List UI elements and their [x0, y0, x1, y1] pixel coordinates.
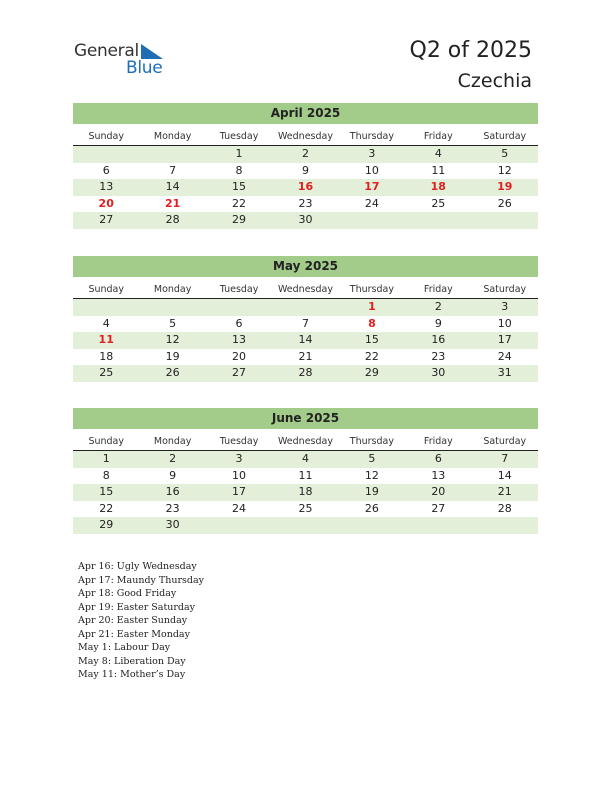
- day-cell: [472, 212, 538, 229]
- weekday-label: Sunday: [88, 284, 124, 295]
- day-cell: 4: [102, 316, 110, 330]
- day-cell: 25: [298, 501, 313, 515]
- day-cell: [272, 517, 338, 534]
- weekday-label: Thursday: [349, 284, 394, 295]
- holiday-item: May 11: Mother’s Day: [78, 669, 186, 680]
- day-cell: 19: [364, 485, 379, 499]
- day-cell: 17: [232, 485, 247, 499]
- brand-name-general: General: [74, 41, 139, 61]
- weekday-label: Wednesday: [277, 131, 333, 142]
- day-cell: 28: [497, 501, 512, 515]
- week-row: [73, 332, 538, 349]
- weekday-label: Tuesday: [219, 131, 259, 142]
- month-title: June 2025: [73, 408, 538, 429]
- day-cell: [339, 517, 405, 534]
- day-cell: 14: [497, 468, 512, 482]
- day-cell: 27: [232, 366, 247, 380]
- brand-name-blue: Blue: [126, 58, 163, 78]
- day-cell: 3: [501, 300, 509, 313]
- day-cell: 25: [431, 196, 446, 210]
- holiday-day-cell: 17: [364, 180, 380, 194]
- weekday-header-row: [73, 432, 538, 451]
- weekday-header-row: [73, 127, 538, 146]
- week-row: [73, 484, 538, 501]
- holiday-item: Apr 18: Good Friday: [78, 588, 177, 599]
- page-title: Q2 of 2025: [409, 38, 532, 63]
- day-cell: 15: [232, 180, 247, 194]
- weekday-label: Wednesday: [277, 436, 333, 447]
- brand-triangle-icon: [141, 44, 163, 59]
- day-cell: 16: [431, 333, 446, 347]
- day-cell: 30: [298, 213, 313, 227]
- day-cell: [339, 212, 405, 229]
- holiday-item: Apr 19: Easter Saturday: [78, 601, 196, 613]
- weekday-label: Friday: [423, 436, 453, 447]
- day-cell: 8: [235, 163, 243, 177]
- weekday-label: Thursday: [349, 131, 394, 142]
- day-cell: 2: [301, 147, 309, 160]
- week-row: [73, 163, 538, 180]
- month-calendar-april: [73, 103, 538, 229]
- weekday-header-row: [73, 280, 538, 299]
- week-row: [73, 517, 538, 534]
- day-cell: 29: [364, 366, 379, 380]
- day-cell: 26: [364, 501, 379, 515]
- day-cell: 10: [232, 468, 247, 482]
- day-cell: 6: [434, 452, 442, 465]
- day-cell: 23: [165, 501, 180, 515]
- holiday-day-cell: 19: [497, 180, 513, 194]
- day-cell: 6: [235, 316, 243, 330]
- day-cell: 7: [501, 452, 509, 465]
- weekday-label: Saturday: [483, 284, 527, 295]
- week-row: [73, 316, 538, 333]
- holiday-day-cell: 18: [430, 180, 446, 194]
- week-row: [73, 299, 538, 316]
- day-cell: 31: [497, 366, 512, 380]
- day-cell: 17: [497, 333, 512, 347]
- day-cell: [73, 146, 139, 163]
- day-cell: 2: [434, 300, 442, 313]
- day-cell: 27: [431, 501, 446, 515]
- day-cell: 25: [99, 366, 114, 380]
- holiday-item: Apr 17: Maundy Thursday: [78, 574, 205, 586]
- week-row: [73, 501, 538, 518]
- day-cell: 13: [99, 180, 114, 194]
- day-cell: [472, 517, 538, 534]
- weekday-label: Monday: [153, 436, 192, 447]
- day-cell: 12: [364, 468, 379, 482]
- day-cell: 19: [165, 349, 180, 363]
- day-cell: 6: [102, 163, 110, 177]
- day-cell: 18: [99, 349, 114, 363]
- week-row: [73, 212, 538, 229]
- day-cell: 1: [102, 452, 110, 465]
- day-cell: [73, 299, 139, 316]
- day-cell: 26: [165, 366, 180, 380]
- day-cell: 5: [169, 316, 177, 330]
- day-cell: [405, 517, 471, 534]
- day-cell: 22: [99, 501, 114, 515]
- day-cell: 26: [497, 196, 512, 210]
- country-name: Czechia: [457, 70, 532, 92]
- weekday-label: Monday: [153, 131, 192, 142]
- holiday-day-cell: 20: [98, 196, 114, 210]
- day-cell: 7: [169, 163, 177, 177]
- day-cell: 10: [364, 163, 379, 177]
- weekday-label: Monday: [153, 284, 192, 295]
- week-row: [73, 179, 538, 196]
- day-cell: [206, 517, 272, 534]
- day-cell: 10: [497, 316, 512, 330]
- day-cell: 14: [165, 180, 180, 194]
- weekday-label: Sunday: [88, 131, 124, 142]
- day-cell: 4: [434, 147, 442, 160]
- holiday-day-cell: 21: [164, 196, 181, 210]
- day-cell: 8: [102, 468, 110, 482]
- day-cell: 11: [431, 163, 446, 177]
- day-cell: 29: [99, 518, 114, 532]
- day-cell: 20: [431, 485, 446, 499]
- weekday-label: Thursday: [349, 436, 394, 447]
- day-cell: 13: [431, 468, 446, 482]
- holiday-list: [78, 560, 204, 682]
- weekday-label: Sunday: [88, 436, 124, 447]
- day-cell: [139, 299, 205, 316]
- day-cell: 2: [169, 452, 177, 465]
- week-row: [73, 349, 538, 366]
- weekday-label: Tuesday: [219, 436, 259, 447]
- holiday-day-cell: 16: [297, 180, 314, 194]
- day-cell: 21: [497, 485, 512, 499]
- month-title: April 2025: [73, 103, 538, 124]
- day-cell: 11: [298, 468, 313, 482]
- holiday-day-cell: 11: [98, 333, 114, 347]
- day-cell: [206, 299, 272, 316]
- day-cell: 3: [368, 147, 376, 160]
- holiday-item: Apr 20: Easter Sunday: [78, 615, 188, 626]
- weekday-label: Saturday: [483, 131, 527, 142]
- day-cell: 12: [165, 333, 180, 347]
- month-title: May 2025: [73, 256, 538, 277]
- week-row: [73, 468, 538, 485]
- holiday-day-cell: 1: [368, 300, 376, 313]
- day-cell: 14: [298, 333, 313, 347]
- day-cell: 29: [232, 213, 247, 227]
- day-cell: 9: [301, 163, 309, 177]
- holiday-item: May 8: Liberation Day: [78, 655, 186, 667]
- day-cell: 24: [364, 196, 379, 210]
- month-calendar-june: [73, 408, 538, 534]
- brand-logo: [74, 41, 174, 77]
- weekday-label: Friday: [423, 284, 453, 295]
- day-cell: 5: [501, 147, 509, 160]
- weekday-label: Wednesday: [277, 284, 333, 295]
- day-cell: 28: [165, 213, 180, 227]
- day-cell: 16: [165, 485, 180, 499]
- holiday-item: Apr 16: Ugly Wednesday: [78, 561, 197, 572]
- day-cell: 21: [298, 349, 313, 363]
- day-cell: 30: [431, 366, 446, 380]
- day-cell: 22: [364, 349, 379, 363]
- day-cell: [405, 212, 471, 229]
- day-cell: 9: [169, 468, 177, 482]
- day-cell: 23: [298, 196, 313, 210]
- day-cell: 20: [232, 349, 247, 363]
- weekday-label: Friday: [423, 131, 453, 142]
- day-cell: 4: [301, 452, 309, 465]
- day-cell: 7: [301, 316, 309, 330]
- day-cell: 5: [368, 452, 376, 465]
- day-cell: 23: [431, 349, 446, 363]
- day-cell: 24: [232, 501, 247, 515]
- day-cell: 1: [235, 147, 243, 160]
- day-cell: 28: [298, 366, 313, 380]
- day-cell: 13: [232, 333, 247, 347]
- day-cell: 27: [99, 213, 114, 227]
- holiday-day-cell: 8: [368, 316, 376, 330]
- week-row: [73, 365, 538, 382]
- day-cell: 9: [434, 316, 442, 330]
- day-cell: 15: [99, 485, 114, 499]
- day-cell: [272, 299, 338, 316]
- holiday-item: May 1: Labour Day: [78, 642, 171, 653]
- day-cell: 15: [364, 333, 379, 347]
- holiday-item: Apr 21: Easter Monday: [78, 628, 190, 640]
- week-row: [73, 196, 538, 213]
- weekday-label: Saturday: [483, 436, 527, 447]
- day-cell: 3: [235, 452, 243, 465]
- day-cell: 24: [497, 349, 512, 363]
- day-cell: 30: [165, 518, 180, 532]
- weekday-label: Tuesday: [219, 284, 259, 295]
- week-row: [73, 146, 538, 163]
- day-cell: 22: [232, 196, 247, 210]
- day-cell: 18: [298, 485, 313, 499]
- month-calendar-may: [73, 256, 538, 382]
- week-row: [73, 451, 538, 468]
- day-cell: 12: [497, 163, 512, 177]
- day-cell: [139, 146, 205, 163]
